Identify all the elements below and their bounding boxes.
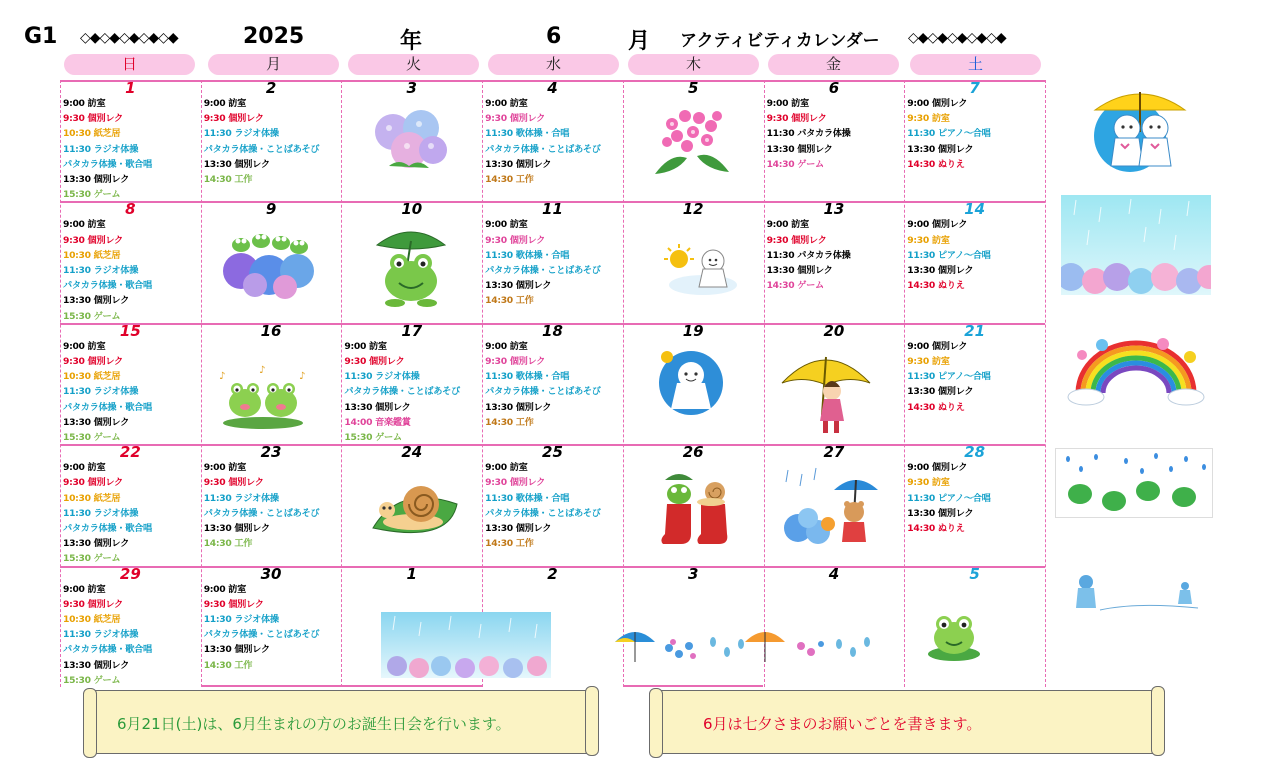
activity-item: 13:30 個別レク [485,401,552,413]
day-cell [482,444,623,565]
rain-figure-icon [1070,570,1200,615]
day-number: 21 [964,321,986,340]
hydrangea-icon [369,106,453,182]
weekday-1: 月 [208,54,339,75]
activity-item: 11:30 ラジオ体操 [203,128,279,140]
activity-item: 9:30 個別レク [766,234,827,246]
activity-item: パタカラ体操・ことばあそび [485,265,601,276]
activity-list [907,217,990,293]
day-cell [201,80,342,201]
activity-item: パタカラ体操・ことばあそび [485,507,601,519]
activity-item: 9:30 訪室 [907,356,950,367]
day-cell [764,80,905,201]
activity-list [63,96,152,202]
group-label: G1 [24,24,58,49]
day-cell [623,323,764,444]
day-number: 9 [265,200,277,219]
activity-item: 15:30 ゲーム [344,432,402,444]
activity-item: 9:30 個別レク [63,356,123,367]
activity-item: 11:30 ラジオ体操 [203,614,279,625]
day-number: 25 [542,443,563,462]
activity-item: パタカラ体操・歌合唱 [63,523,152,534]
activity-item: 13:30 個別レク [344,401,411,413]
day-number: 16 [260,321,282,340]
day-cell [341,444,482,565]
year-label: 年 [400,29,423,54]
activity-list [907,96,990,172]
activity-item: 9:00 訪室 [766,98,809,109]
grid-column-line [1045,80,1046,687]
activity-item: 10:30 紙芝居 [63,614,121,625]
activity-item: パタカラ体操・歌合唱 [63,401,152,413]
day-cell [904,80,1045,201]
day-cell [60,566,201,687]
activity-item: 11:30 ラジオ体操 [63,265,139,276]
activity-list [63,460,152,566]
activity-item: 13:30 個別レク [63,295,130,307]
activity-item: 13:30 個別レク [907,265,974,276]
weekday-0: 日 [64,54,195,75]
activity-item: 9:30 個別レク [203,113,264,125]
activity-item: パタカラ体操・歌合唱 [63,158,152,170]
activity-list [204,460,320,551]
activity-list [63,217,152,323]
activity-item: 9:30 個別レク [344,356,405,367]
day-cell [904,566,1045,687]
activity-item: 14:30 ぬりえ [907,401,965,413]
activity-item: 9:30 個別レク [203,598,264,610]
day-number: 26 [682,443,704,462]
day-number: 2 [265,79,277,97]
bear-umbrella-icon [778,466,882,554]
activity-item: 9:30 個別レク [63,477,123,489]
day-cell [764,566,905,687]
svg-text:♪: ♪ [298,370,306,382]
weekday-6: 土 [910,54,1041,75]
activity-item: 9:30 個別レク [203,477,264,489]
day-number: 29 [119,564,141,583]
day-number: 19 [682,321,704,340]
activity-item: 14:30 工作 [485,295,534,307]
day-number: 17 [401,321,423,340]
day-cell [60,323,201,444]
activity-item: 9:30 個別レク [63,234,123,246]
activity-item: 11:30 ラジオ体操 [344,371,420,383]
teru-teru-sun-icon [663,241,743,305]
activity-item: 13:30 個別レク [907,507,974,519]
tanabata-notice-banner [656,690,1158,754]
activity-item: パタカラ体操・ことばあそび [203,629,320,641]
activity-list [63,339,152,445]
activity-item: 9:30 個別レク [485,234,546,246]
activity-item: 11:30 歌体操・合唱 [485,492,570,504]
activity-list [63,582,152,688]
activity-item: 9:30 個別レク [63,113,123,125]
activity-item: 11:30 歌体操・合唱 [485,128,570,140]
activity-item: 14:30 工作 [203,174,253,186]
activity-item: 13:30 個別レク [63,416,130,428]
activity-item: 13:30 個別レク [63,174,130,186]
day-cell [482,566,623,687]
activity-item: 9:30 個別レク [485,113,546,125]
activity-item: 14:30 ゲーム [766,158,824,170]
weekday-4: 木 [628,54,759,75]
weekday-5: 金 [768,54,899,75]
calendar-grid [60,80,1045,687]
activity-item: 10:30 紙芝居 [63,128,121,140]
activity-item: 14:30 ぬりえ [907,523,965,534]
day-number: 7 [969,79,980,97]
activity-item: 10:30 紙芝居 [63,249,121,261]
activity-list [907,460,990,536]
activity-item: パタカラ体操・ことばあそび [203,507,320,519]
activity-item: 9:00 訪室 [63,340,106,352]
day-number: 12 [682,200,704,219]
activity-item: 14:30 ゲーム [766,280,824,292]
activity-list [485,96,601,187]
activity-item: 9:00 訪室 [485,219,528,231]
activity-item: 9:00 訪室 [766,219,809,231]
svg-text:♪: ♪ [258,364,266,376]
activity-item: 13:30 個別レク [766,265,833,276]
activity-item: 14:30 ぬりえ [907,158,965,170]
day-number: 23 [260,443,282,462]
activity-item: 13:30 個別レク [907,386,974,398]
activity-item: パタカラ体操・歌合唱 [63,280,152,292]
activity-list [767,217,851,293]
activity-item: 15:30 ゲーム [63,189,121,201]
month: 6 [546,24,562,49]
activity-item: 9:00 個別レク [907,98,968,109]
day-cell [482,80,623,201]
day-number: 4 [828,564,840,583]
frogs-hydrangea-icon [219,227,319,305]
day-number: 11 [542,200,563,219]
activity-item: 11:30 歌体操・合唱 [485,371,570,383]
activity-item: 10:30 紙芝居 [63,371,121,383]
day-number: 5 [969,564,980,583]
frogs-rain-icon [1055,448,1213,518]
activity-item: 13:30 個別レク [203,644,270,656]
activity-item: 13:30 個別レク [63,538,130,550]
day-cell [341,566,482,687]
activity-item: 9:00 訪室 [203,583,247,595]
activity-item: 9:00 訪室 [63,219,106,231]
weekday-3: 水 [488,54,619,75]
day-number: 30 [260,564,282,583]
day-cell [341,201,482,322]
activity-list [204,96,320,187]
activity-item: 13:30 個別レク [63,659,130,671]
day-number: 20 [823,321,845,340]
activity-item: パタカラ体操・ことばあそび [485,143,601,155]
activity-item: 9:30 訪室 [907,234,950,246]
activity-list [204,582,320,673]
activity-item: 10:30 紙芝居 [63,492,121,504]
activity-item: 9:00 訪室 [344,340,387,352]
activity-item: 11:30 ラジオ体操 [63,629,139,641]
activity-item: 9:00 訪室 [485,98,528,109]
activity-item: 9:00 訪室 [63,583,106,595]
activity-list [485,460,601,551]
weekday-2: 火 [348,54,479,75]
activity-item: パタカラ体操・歌合唱 [63,644,152,656]
day-number: 27 [823,443,845,462]
activity-list [485,339,601,430]
activity-item: 9:00 個別レク [907,340,968,352]
activity-item: 11:30 ピアノ～合唱 [907,128,991,140]
activity-item: 11:30 ラジオ体操 [63,507,139,519]
day-cell [623,80,764,201]
day-cell [764,201,905,322]
decoration-left: ◇◆◇◆◇◆◇◆◇◆ [80,30,178,46]
activity-item: 9:30 訪室 [907,113,950,125]
day-number: 22 [119,443,141,462]
day-cell [623,444,764,565]
snail-leaf-icon [369,474,461,550]
activity-item: 13:30 個別レク [203,158,270,170]
day-cell [482,201,623,322]
activity-item: 9:00 訪室 [485,340,528,352]
year: 2025 [243,24,305,49]
day-number: 3 [687,564,699,583]
activity-item: 9:30 個別レク [485,356,546,367]
day-number: 4 [547,79,558,97]
day-cell [904,444,1045,565]
activity-item: 13:30 個別レク [485,523,552,534]
rain-hydrangea-icon [1061,195,1211,295]
activity-item: 9:30 個別レク [63,598,123,610]
activity-item: 11:30 ピアノ～合唱 [907,371,991,383]
activity-list [907,339,990,415]
teru-teru-bozu-icon [653,345,725,421]
day-number: 1 [406,564,417,583]
activity-item: 9:00 訪室 [485,462,528,474]
decoration-right: ◇◆◇◆◇◆◇◆◇◆ [908,30,1006,46]
activity-item: 13:30 個別レク [907,143,974,155]
activity-item: 15:30 ゲーム [63,674,121,686]
day-number: 24 [401,443,423,462]
month-label: 月 [628,29,651,54]
day-cell [341,80,482,201]
activity-item: 14:30 工作 [203,659,253,671]
day-cell [201,444,342,565]
day-cell [623,566,764,687]
activity-item: 14:30 ぬりえ [907,280,965,292]
day-number: 1 [125,79,136,97]
activity-item: パタカラ体操・ことばあそび [344,386,460,398]
birthday-notice-banner [90,690,592,754]
activity-list [767,96,851,172]
activity-item: 11:30 ピアノ～合唱 [907,249,991,261]
activity-item: 11:30 パタカラ体操 [766,249,851,261]
activity-item: 14:30 工作 [203,538,253,550]
day-number: 15 [119,321,141,340]
girl-umbrella-icon [778,345,874,445]
rainbow-balloons-icon [1066,335,1206,410]
activity-item: 9:30 個別レク [766,113,827,125]
calendar-title: アクティビティカレンダー [680,31,880,51]
day-cell [764,444,905,565]
activity-item: パタカラ体操・ことばあそび [203,143,320,155]
activity-item: 9:00 個別レク [907,462,968,474]
teru-teru-umbrella-icon [1085,80,1200,172]
day-number: 18 [542,321,563,340]
activity-item: 9:30 訪室 [907,477,950,489]
activity-item: 15:30 ゲーム [63,310,121,322]
tanabata-notice-text: 6月は七夕さまのお願いごとを書きます。 [703,715,982,733]
birthday-notice-text: 6月21日(土)は、6月生まれの方のお誕生日会を行います。 [117,715,511,733]
day-cell [201,566,342,687]
frog-boots-icon [659,470,735,552]
day-cell [60,201,201,322]
activity-item: 9:00 訪室 [63,98,106,109]
day-number: 6 [828,79,840,97]
day-number: 28 [964,443,986,462]
day-cell [201,201,342,322]
svg-text:♪: ♪ [218,370,226,382]
day-cell [60,444,201,565]
day-number: 2 [547,564,558,583]
activity-item: 15:30 ゲーム [63,553,121,565]
activity-item: 13:30 個別レク [203,523,270,534]
day-number: 10 [401,200,423,219]
activity-item: 9:00 訪室 [203,462,247,474]
day-cell [764,323,905,444]
activity-item: 11:30 ラジオ体操 [203,492,279,504]
activity-list [485,217,601,308]
day-number: 8 [125,200,136,219]
activity-item: パタカラ体操・ことばあそび [485,386,601,398]
activity-item: 11:30 ラジオ体操 [63,143,139,155]
day-number: 3 [406,79,417,97]
day-cell [341,323,482,444]
activity-item: 9:00 個別レク [907,219,968,231]
activity-list [344,339,460,445]
activity-item: 13:30 個別レク [485,280,552,292]
activity-item: 9:00 訪室 [63,462,106,474]
pink-hydrangea-icon [647,98,737,184]
singing-frogs-icon [213,361,313,435]
day-cell [904,201,1045,322]
activity-item: 11:30 歌体操・合唱 [485,249,570,261]
activity-item: 11:30 パタカラ体操 [766,128,851,140]
frog-lily-pad-icon [924,606,984,666]
activity-item: 14:30 工作 [485,174,534,186]
day-cell [201,323,342,444]
day-cell [904,323,1045,444]
activity-item: 14:30 工作 [485,538,534,550]
activity-item: 13:30 個別レク [766,143,833,155]
frog-leaf-umbrella-icon [371,223,451,311]
day-cell [623,201,764,322]
activity-item: 14:00 音楽鑑賞 [344,416,411,428]
activity-item: 9:30 個別レク [485,477,546,489]
day-cell [482,323,623,444]
activity-item: 11:30 ラジオ体操 [63,386,139,398]
activity-item: 11:30 ピアノ～合唱 [907,492,991,504]
activity-item: 13:30 個別レク [485,158,552,170]
activity-item: 14:30 工作 [485,416,534,428]
activity-item: 9:00 訪室 [203,98,247,109]
day-cell [60,80,201,201]
day-number: 13 [823,200,845,219]
day-number: 5 [687,79,699,97]
activity-item: 15:30 ゲーム [63,432,121,444]
day-number: 14 [964,200,986,219]
